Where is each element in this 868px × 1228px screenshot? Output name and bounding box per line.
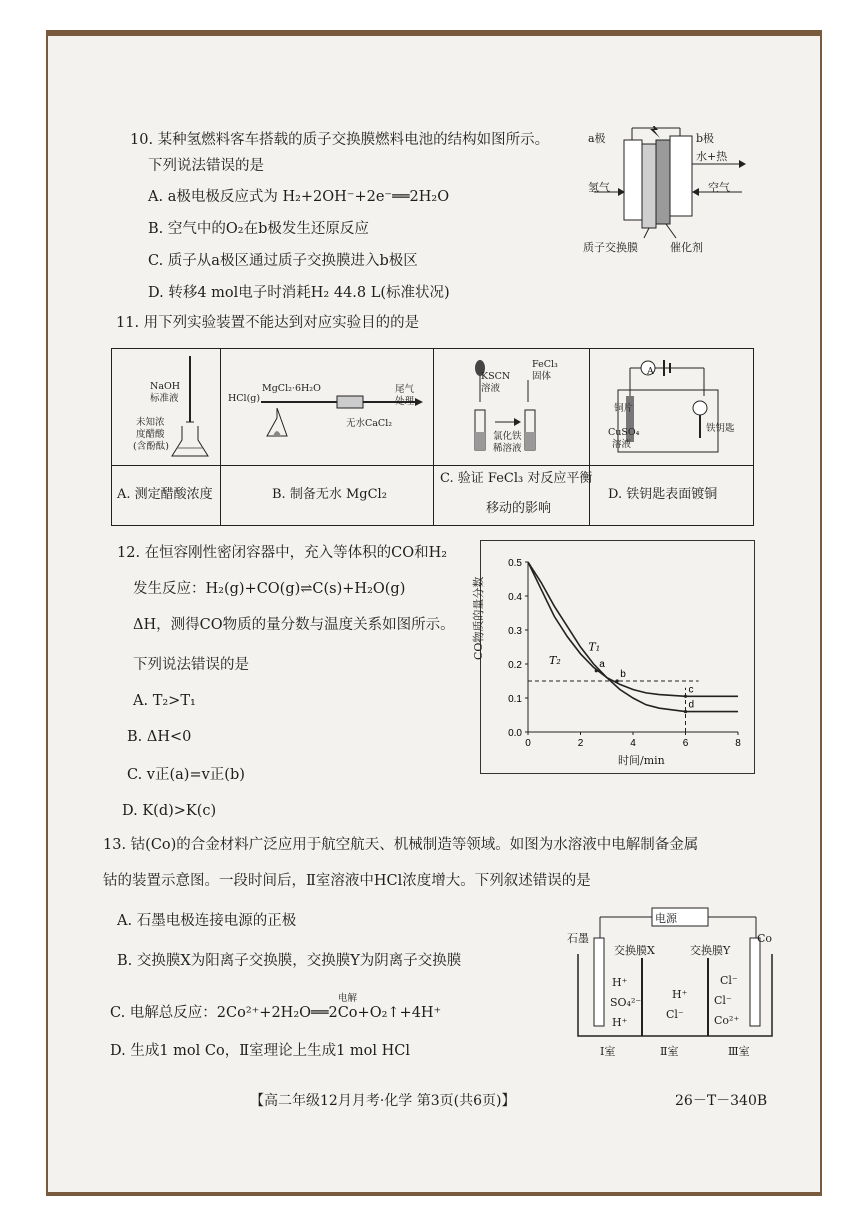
label-acetic: 度醋酸 — [136, 429, 165, 440]
label-membrane: 质子交换膜 — [583, 241, 638, 254]
arrow-head-icon — [692, 188, 699, 196]
arrow-head-icon — [415, 398, 423, 406]
y-tick-label: 0.3 — [508, 626, 522, 637]
leader-membrane — [644, 228, 649, 238]
label-fecl3: FeCl₃ — [532, 359, 558, 370]
ion-room2-2: Cl⁻ — [666, 1008, 684, 1021]
label-hcl: HCl(g) — [228, 393, 261, 404]
q12-option-c: C. v正(a)=v正(b) — [127, 767, 245, 783]
q11-caption-c: C. 验证 FeCl₃ 对反应平衡 — [440, 471, 593, 486]
q11-caption-a: A. 测定醋酸浓度 — [117, 487, 213, 502]
point-label-b: b — [620, 669, 626, 680]
chart-ylabel: CO物质的量分数 — [472, 576, 485, 660]
arrow-head-icon — [739, 160, 746, 168]
q12-option-d: D. K(d)>K(c) — [122, 803, 217, 819]
tube1-solution — [475, 432, 485, 450]
q11-caption-d: D. 铁钥匙表面镀铜 — [608, 487, 718, 502]
label-kscn: KSCN — [481, 371, 511, 382]
label-ferric-chloride: 氯化铁 — [493, 431, 522, 442]
label-naoh: NaOH — [150, 381, 181, 392]
q13-option-a: A. 石墨电极连接电源的正极 — [117, 913, 297, 929]
x-tick-label: 2 — [577, 738, 584, 749]
iron-key — [693, 401, 707, 415]
y-tick-label: 0.2 — [508, 660, 522, 671]
ion-room1-2: SO₄²⁻ — [610, 996, 642, 1009]
footer-title: 【高二年级12月月考·化学 第3页(共6页)】 — [250, 1093, 516, 1109]
ion-room3-3: Co²⁺ — [714, 1014, 740, 1027]
x-tick-label: 0 — [525, 738, 531, 749]
q13-option-d: D. 生成1 mol Co，Ⅱ室理论上生成1 mol HCl — [110, 1043, 411, 1059]
label-kscn-sol: 溶液 — [481, 383, 501, 394]
electrolysis-label: 电解 — [338, 993, 358, 1004]
y-tick-label: 0.0 — [508, 728, 522, 739]
label-room3: Ⅲ室 — [728, 1045, 750, 1058]
q10-option-b: B. 空气中的O₂在b极发生还原反应 — [148, 221, 369, 237]
label-tail-gas: 尾气 — [395, 384, 415, 395]
label-cobalt: Co — [757, 932, 773, 945]
chart-xlabel: 时间/min — [618, 754, 665, 767]
series-t2 — [528, 562, 738, 696]
label-catalyst: 催化剂 — [670, 241, 703, 254]
curve-label-t1: T₁ — [588, 640, 601, 654]
q10-stem: 10. 某种氢燃料客车搭载的质子交换膜燃料电池的结构如图所示。 — [130, 132, 550, 148]
label-power: 电源 — [655, 912, 677, 925]
point-label-d: d — [688, 699, 695, 711]
q10-option-d: D. 转移4 mol电子时消耗H₂ 44.8 L(标准状况) — [148, 285, 450, 301]
q13-stem-1: 13. 钴(Co)的合金材料广泛应用于航空航天、机械制造等领域。如图为水溶液中电解制备金属 — [103, 837, 699, 853]
ion-room2-1: H⁺ — [672, 988, 688, 1001]
tube2-solution — [525, 432, 535, 450]
q13-option-c: C. 电解总反应：2Co²⁺+2H₂O══2Co+O₂↑+4H⁺ — [110, 1005, 442, 1021]
x-tick-label: 6 — [682, 738, 689, 749]
label-mgcl2-hydrate: MgCl₂·6H₂O — [262, 383, 321, 394]
proton-membrane — [642, 144, 656, 228]
q12-stem-3: ΔH，测得CO物质的量分数与温度关系如图所示。 — [133, 617, 455, 633]
q12-stem-1: 12. 在恒容刚性密闭容器中，充入等体积的CO和H₂ — [117, 545, 448, 561]
point-d — [684, 710, 687, 713]
catalyst-layer — [656, 140, 670, 224]
x-tick-label: 4 — [630, 738, 636, 749]
q13-stem-2: 钴的装置示意图。一段时间后，Ⅱ室溶液中HCl浓度增大。下列叙述错误的是 — [103, 873, 591, 889]
leader-catalyst — [666, 224, 676, 238]
q12-option-a: A. T₂>T₁ — [133, 693, 196, 709]
point-b — [616, 679, 619, 682]
label-membrane-y: 交换膜Y — [690, 944, 731, 957]
label-phenol: (含酚酞) — [133, 441, 169, 452]
q11-caption-b: B. 制备无水 MgCl₂ — [272, 487, 387, 502]
ion-room1-1: H⁺ — [612, 976, 628, 989]
ion-room3-2: Cl⁻ — [714, 994, 732, 1007]
label-tail-gas2: 处理 — [395, 396, 415, 407]
label-water-heat: 水+热 — [696, 150, 728, 163]
q12-option-b: B. ΔH<0 — [127, 729, 192, 745]
arrow-head-icon — [514, 418, 521, 426]
label-room1: Ⅰ室 — [600, 1045, 616, 1058]
y-tick-label: 0.4 — [508, 592, 522, 603]
q10-option-c: C. 质子从a极区通过质子交换膜进入b极区 — [148, 253, 418, 269]
label-fecl3-solid: 固体 — [532, 371, 552, 382]
q12-stem-2: 发生反应：H₂(g)+CO(g)⇌C(s)+H₂O(g) — [133, 581, 406, 597]
cobalt-electrode — [750, 938, 760, 1026]
label-cuso4-sol: 溶液 — [612, 439, 632, 450]
y-tick-label: 0.5 — [508, 558, 522, 569]
label-iron-key: 铁钥匙 — [706, 423, 735, 434]
ion-room1-3: H⁺ — [612, 1016, 628, 1029]
conical-flask — [172, 426, 208, 456]
mgcl2-apparatus — [225, 356, 430, 466]
q10-prompt: 下列说法错误的是 — [148, 158, 264, 174]
point-label-c: c — [688, 684, 694, 696]
co-fraction-chart — [480, 540, 753, 772]
curve-label-t2: T₂ — [549, 654, 561, 667]
label-room2: Ⅱ室 — [660, 1045, 679, 1058]
label-membrane-x: 交换膜X — [614, 944, 655, 957]
label-a-pole: a极 — [588, 132, 606, 145]
label-cacl2: 无水CaCl₂ — [346, 418, 393, 429]
point-a — [595, 669, 598, 672]
q12-prompt: 下列说法错误的是 — [133, 657, 249, 673]
q13-option-b: B. 交换膜X为阳离子交换膜，交换膜Y为阴离子交换膜 — [117, 953, 462, 969]
electrode-b — [670, 136, 692, 216]
flame — [273, 431, 281, 436]
graphite-electrode — [594, 938, 604, 1026]
point-c — [684, 695, 687, 698]
label-copper: 铜片 — [614, 403, 634, 414]
q11-caption-c2: 移动的影响 — [486, 501, 552, 516]
label-air: 空气 — [708, 181, 730, 194]
electrode-a — [624, 140, 642, 220]
ion-room3-1: Cl⁻ — [720, 974, 738, 987]
label-graphite: 石墨 — [567, 932, 589, 945]
q11-stem: 11. 用下列实验装置不能达到对应实验目的的是 — [116, 315, 420, 331]
footer-code: 26－T－340B — [675, 1093, 768, 1109]
drying-tube — [337, 396, 363, 408]
x-tick-label: 8 — [735, 738, 741, 749]
label-hydrogen: 氢气 — [588, 181, 610, 194]
label-dilute-solution: 稀溶液 — [493, 443, 522, 454]
label-naoh-std: 标准液 — [150, 393, 179, 404]
y-tick-label: 0.1 — [508, 694, 522, 705]
label-unknown: 未知浓 — [136, 417, 165, 428]
label-b-pole: b极 — [696, 132, 715, 145]
point-label-a: a — [599, 658, 605, 670]
label-cuso4: CuSO₄ — [608, 427, 640, 438]
q10-option-a: A. a极电极反应式为 H₂+2OH⁻+2e⁻══2H₂O — [148, 189, 450, 205]
label-ammeter: A — [647, 366, 654, 377]
